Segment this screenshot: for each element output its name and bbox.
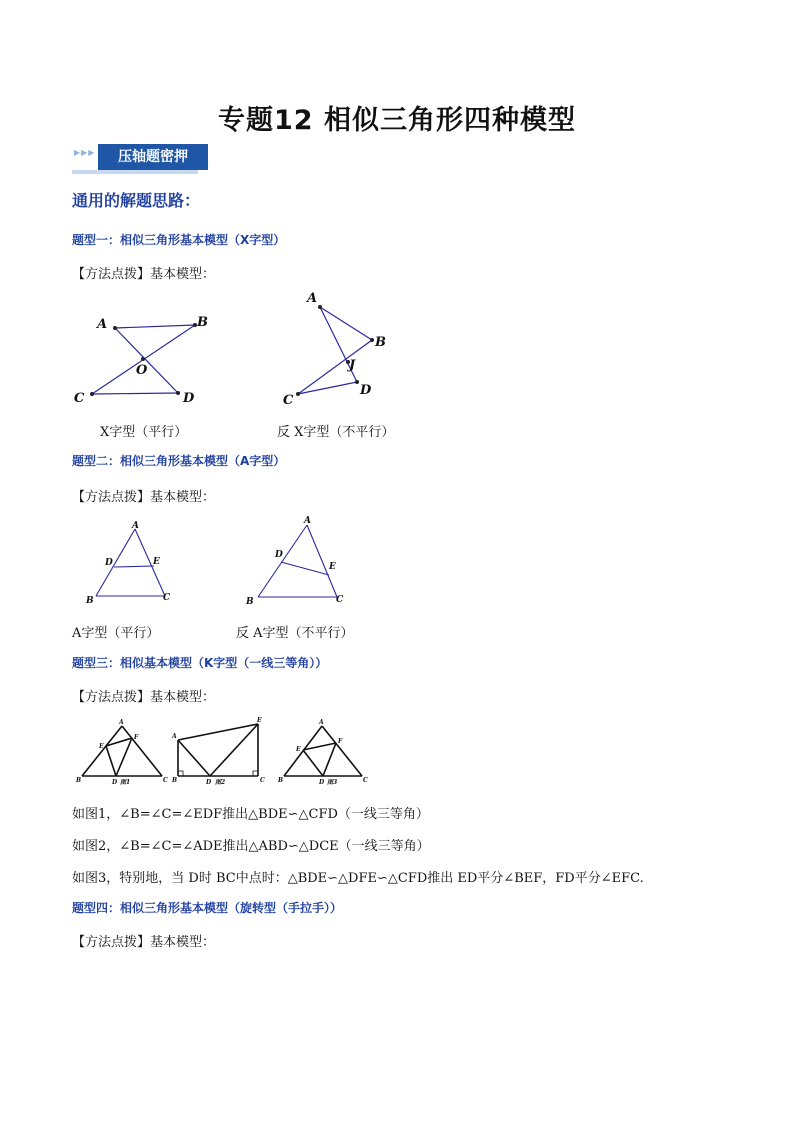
method-label-1: 【方法点拨】基本模型：	[72, 267, 216, 282]
k3-label-f: F	[338, 738, 343, 745]
fig2-label-j: J	[349, 358, 356, 373]
fig1-label-d: D	[183, 391, 195, 406]
k3-label-c: C	[363, 777, 368, 784]
fig2-label-c: C	[283, 393, 294, 408]
k1-label-a: A	[119, 719, 124, 726]
fig2-label-d: D	[360, 383, 372, 398]
fig1-label-a: A	[97, 317, 108, 332]
banner-underline	[72, 170, 198, 174]
k3-label-a: A	[319, 719, 324, 726]
k2-label-d: D	[206, 779, 212, 786]
k1-label-e: E	[99, 743, 104, 750]
k1-label-d: D	[112, 779, 118, 786]
k-shape-figures	[70, 712, 380, 788]
fig4-label-d: D	[275, 550, 283, 560]
fig4-label-b: B	[246, 597, 254, 607]
k1-label-c: C	[163, 777, 168, 784]
fig4-label-a: A	[304, 516, 311, 526]
k-line-3: 如图3，特别地，当 D时 BC中点时：△BDE∽△DFE∽△CFD推出 ED平分∠BEF，FD平分∠EFC.	[72, 871, 644, 886]
k3-label-b: B	[278, 777, 284, 784]
k2-caption: 图2	[215, 779, 226, 786]
k3-label-e: E	[296, 746, 301, 753]
type-two-heading: 题型二：相似三角形基本模型（A字型）	[72, 454, 286, 468]
k-line-1: 如图1，∠B=∠C=∠EDF推出△BDE∽△CFD（一线三等角）	[72, 807, 429, 822]
a-shape-figures	[70, 512, 390, 612]
x-shape-figures	[70, 290, 430, 415]
k2-label-e: E	[257, 717, 262, 724]
caption-x-nonparallel: 反 X字型（不平行）	[277, 425, 395, 440]
fig4-label-c: C	[336, 595, 344, 605]
fig1-label-c: C	[74, 391, 85, 406]
fig2-label-a: A	[307, 291, 318, 306]
method-label-4: 【方法点拨】基本模型：	[72, 935, 216, 950]
fig3-label-d: D	[105, 558, 113, 568]
k3-label-d: D	[319, 779, 325, 786]
general-heading: 通用的解题思路：	[72, 191, 201, 210]
fig1-label-b: B	[197, 315, 208, 330]
k1-label-b: B	[76, 777, 82, 784]
k-line-2: 如图2，∠B=∠C=∠ADE推出△ABD∽△DCE（一线三等角）	[72, 839, 430, 854]
fig3-label-c: C	[163, 593, 171, 603]
type-four-heading: 题型四：相似三角形基本模型（旋转型（手拉手））	[72, 901, 343, 915]
k2-label-a: A	[172, 733, 177, 740]
fig2-label-b: B	[375, 335, 386, 350]
type-three-heading: 题型三：相似基本模型（K字型（一线三等角））	[72, 656, 328, 670]
method-label-3: 【方法点拨】基本模型：	[72, 690, 216, 705]
caption-a-nonparallel: 反 A字型（不平行）	[236, 626, 354, 641]
fig1-label-o: O	[136, 363, 148, 378]
fig3-label-e: E	[153, 557, 160, 567]
fig3-label-a: A	[132, 521, 139, 531]
k2-label-c: C	[260, 777, 265, 784]
fig4-label-e: E	[329, 562, 336, 572]
caption-a-parallel: A字型（平行）	[72, 626, 160, 641]
k1-label-f: F	[134, 734, 139, 741]
k1-caption: 图1	[120, 779, 131, 786]
page-title: 专题12 相似三角形四种模型	[218, 105, 576, 136]
fig3-label-b: B	[86, 596, 94, 606]
arrow-icon: ▶▶▶	[74, 148, 96, 157]
k3-caption: 图3	[327, 779, 338, 786]
section-banner	[72, 142, 208, 176]
k2-label-b: B	[172, 777, 178, 784]
type-one-heading: 题型一：相似三角形基本模型（X字型）	[72, 233, 286, 247]
caption-x-parallel: X字型（平行）	[100, 425, 188, 440]
method-label-2: 【方法点拨】基本模型：	[72, 490, 216, 505]
banner-label: 压轴题密押	[118, 149, 188, 165]
